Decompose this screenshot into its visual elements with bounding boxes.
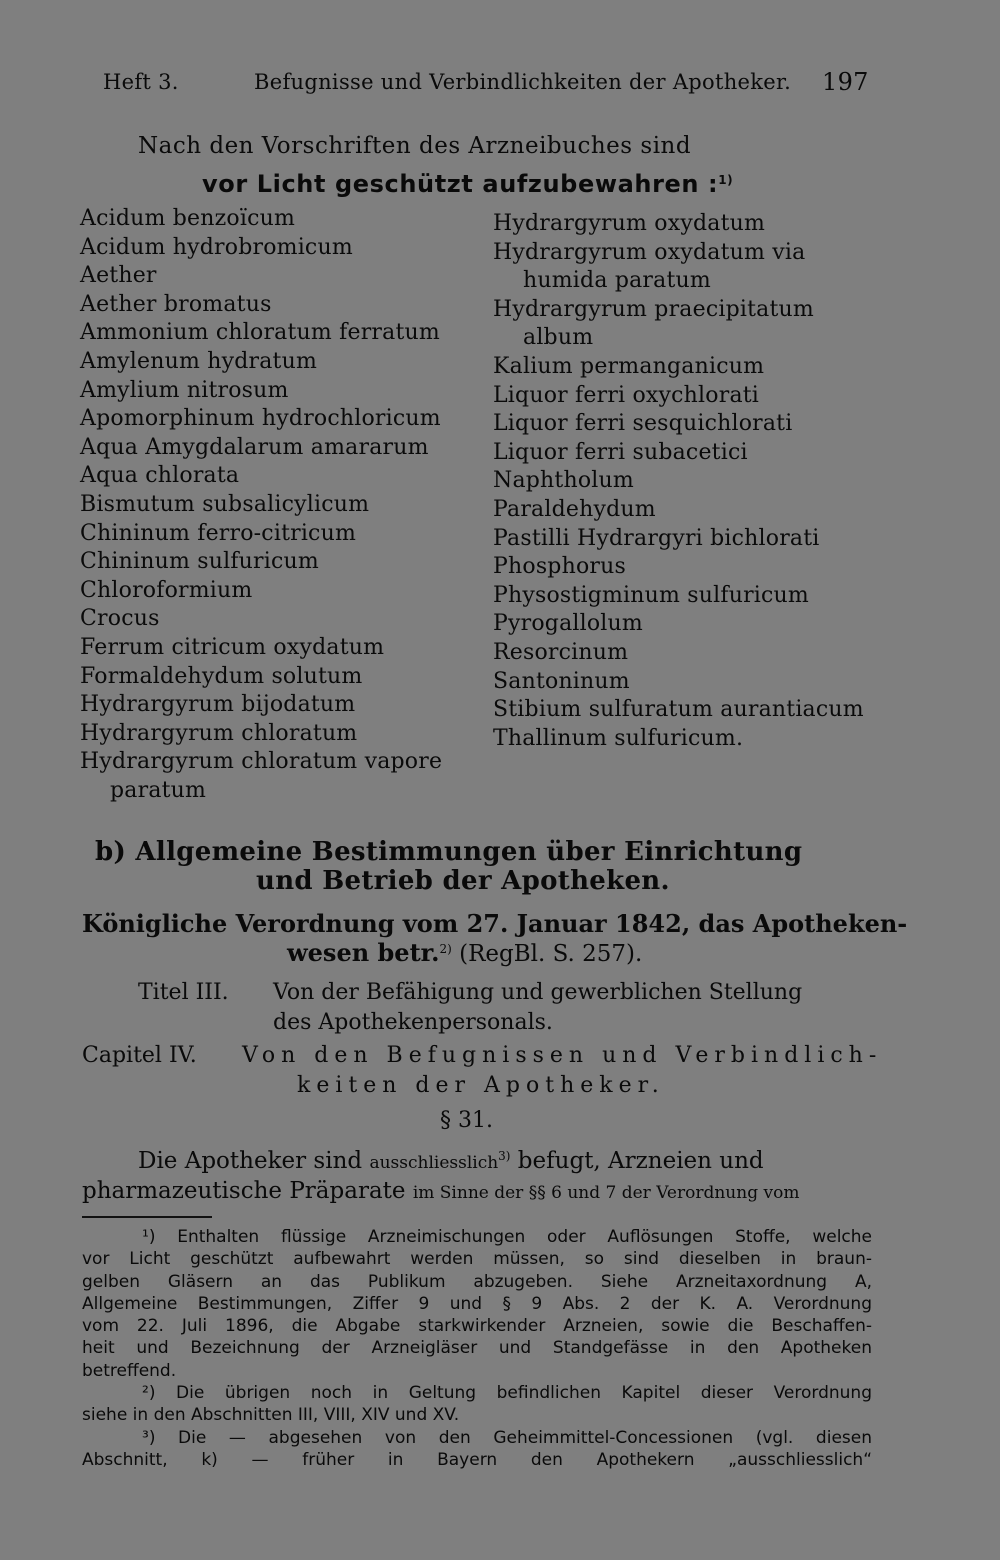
list-item: Pyrogallolum (493, 611, 643, 637)
list-item: Paraldehydum (493, 496, 656, 522)
body-text-c: pharmazeutische Präparate (82, 1178, 413, 1204)
list-item: Amylium nitrosum (80, 377, 289, 403)
list-item: Naphtholum (493, 468, 634, 494)
list-item: Physostigminum sulfuricum (493, 582, 809, 608)
body-text-small: im Sinne der §§ 6 und 7 der Verordnung vom (412, 1183, 800, 1203)
footnote-line: betreffend. (82, 1360, 177, 1381)
list-left (80, 205, 442, 805)
list-item: Amylenum hydratum (80, 348, 318, 374)
list-item: humida paratum (523, 268, 711, 294)
footnote-line: ¹) Enthalten flüssige Arzneimischungen oder Auflösungen Stoffe, welche (142, 1227, 872, 1247)
list-item: Pastilli Hydrargyri bichlorati (493, 525, 820, 551)
list-item: Resorcinum (493, 639, 629, 665)
page-number: 197 (822, 68, 869, 96)
footnote-line: siehe in den Abschnitten III, VIII, XIV und XV. (82, 1405, 460, 1426)
footnote-line: ³) Die — abgesehen von den Geheimmittel-Concessionen (vgl. diesen (142, 1427, 872, 1448)
list-item: Formaldehydum solutum (80, 663, 363, 689)
section-heading-cont: und Betrieb der Apotheken. (256, 866, 670, 896)
list-item: Acidum hydrobromicum (80, 234, 353, 260)
list-item: Bismutum subsalicylicum (80, 491, 370, 517)
titel-text: Von der Befähigung und gewerblichen Stellung (273, 980, 803, 1005)
list-item: Ferrum citricum oxydatum (80, 634, 385, 660)
footnote-line: Abschnitt, k) — früher in Bayern den Apothekern „ausschliesslich“ (82, 1449, 872, 1470)
list-item: Acidum benzoïcum (80, 206, 296, 231)
header-issue: Heft 3. (103, 70, 179, 94)
list-item: album (523, 325, 594, 351)
list-item: Aether bromatus (80, 291, 272, 317)
list-item: Chininum ferro-citricum (80, 520, 357, 546)
footnote-divider (82, 1216, 212, 1218)
body-line-1 (138, 1148, 764, 1174)
list-item: Apomorphinum hydrochloricum (80, 406, 441, 432)
list-item: Stibium sulfuratum aurantiacum (493, 697, 864, 723)
list-item: Aether (80, 263, 157, 289)
body-text-a: Die Apotheker sind (138, 1148, 370, 1174)
footnote-ref-1: 1) (718, 173, 734, 187)
body-line-2 (82, 1178, 799, 1204)
list-item: Liquor ferri sesquichlorati (493, 411, 793, 437)
footnotes (82, 1226, 872, 1471)
body-text-spaced: ausschliesslich (369, 1153, 499, 1173)
list-item: Hydrargyrum oxydatum (493, 211, 766, 236)
intro-line: Nach den Vorschriften des Arzneibuches sind (138, 133, 692, 159)
list-item: Santoninum (493, 668, 630, 694)
decree-title-cont (287, 938, 642, 967)
body-text-b: befugt, Arzneien und (510, 1148, 764, 1174)
list-item: Aqua Amygdalarum amararum (80, 434, 429, 460)
list-item: Phosphorus (493, 554, 626, 580)
header-title: Befugnisse und Verbindlichkeiten der Apotheker. (254, 70, 792, 94)
footnote-line: gelben Gläsern an das Publikum abzugeben. Siehe Arzneitaxordnung A, (82, 1271, 872, 1292)
list-item: Chloroformium (80, 577, 253, 603)
list-item: Aqua chlorata (80, 463, 240, 489)
list-item: Kalium permanganicum (493, 353, 765, 379)
footnote-line: vom 22. Juli 1896, die Abgabe starkwirkender Arzneien, sowie die Beschaffen- (82, 1316, 872, 1337)
capitel-text-cont: keiten der Apotheker. (297, 1073, 665, 1098)
list-item: Hydrargyrum chloratum vapore (80, 749, 443, 775)
footnote-line: heit und Bezeichnung der Arzneigläser und Standgefässe in den Apotheken (82, 1338, 872, 1359)
list-right (493, 210, 864, 753)
list-item: Hydrargyrum oxydatum via (493, 239, 806, 265)
list-item: Thallinum sulfuricum. (493, 725, 744, 751)
list-item: Liquor ferri oxychlorati (493, 382, 760, 408)
intro-heading (202, 170, 733, 198)
capitel-label: Capitel IV. (82, 1043, 197, 1068)
intro-heading-text: vor Licht geschützt aufzubewahren : (202, 170, 719, 198)
list-item: Crocus (80, 606, 160, 632)
capitel-text: Von den Befugnissen und Verbindlich- (242, 1043, 883, 1068)
footnote-line: ²) Die übrigen noch in Geltung befindlichen Kapitel dieser Verordnung (142, 1383, 872, 1404)
decree-citation: (RegBl. S. 257). (451, 941, 643, 967)
titel-text-cont: des Apothekenpersonals. (273, 1010, 553, 1035)
section-heading: b) Allgemeine Bestimmungen über Einrichtung (95, 837, 803, 867)
list-item: Hydrargyrum praecipitatum (493, 296, 814, 322)
footnote-ref-3: 3) (498, 1149, 511, 1163)
list-item: Liquor ferri subacetici (493, 439, 748, 465)
footnote-ref-2: 2) (439, 942, 452, 956)
footnote-line: Allgemeine Bestimmungen, Ziffer 9 und § 9 Abs. 2 der K. A. Verordnung (82, 1293, 872, 1314)
paragraph-number: § 31. (440, 1108, 493, 1133)
decree-title-bold: wesen betr. (287, 938, 440, 967)
list-item: Hydrargyrum chloratum (80, 720, 358, 746)
list-item: Ammonium chloratum ferratum (80, 320, 440, 346)
footnote-line: vor Licht geschützt aufbewahrt werden müssen, so sind dieselben in braun- (82, 1249, 872, 1270)
list-item: Hydrargyrum bijodatum (80, 692, 356, 718)
decree-title: Königliche Verordnung vom 27. Januar 1842, das Apotheken- (82, 909, 908, 938)
list-item: Chininum sulfuricum (80, 549, 319, 575)
titel-label: Titel III. (138, 980, 229, 1005)
list-item: paratum (110, 777, 207, 803)
